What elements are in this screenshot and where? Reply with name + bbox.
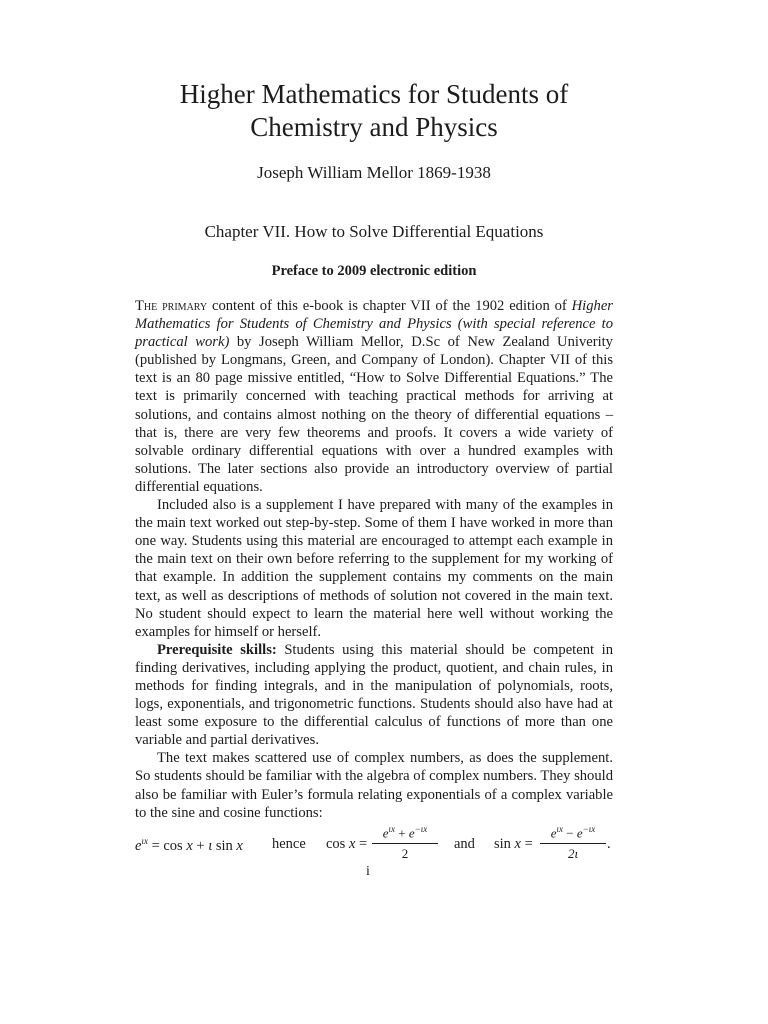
paragraph-2: Included also is a supplement I have prepared with many of the examples in the main text worked out step-by-step. Some of them I have worked in more than one way. Students using this material are encouraged to attempt each example in the main text on their own before referring to the supplement for my working of that example. In addition the supplement contains my comments on the main text, as well as descriptions of methods of solution not covered in the main text. No student should expect to learn the material here well without working the examples for himself or herself.	[135, 497, 613, 640]
paragraph-1	[135, 297, 613, 496]
euler-equation	[135, 824, 613, 866]
cos-numerator: $e^{\iota x} + e^{-\iota x}$	[372, 824, 438, 844]
hence-word: hence	[272, 836, 306, 852]
paragraph-1-text-a: content of this e-book is chapter VII of the 1902 edition of	[207, 298, 572, 314]
chapter-heading: Chapter VII. How to Solve Differential Equations	[204, 222, 544, 241]
book-title-italic: Higher Mathematics for Students of Chemistry and Physics (with special reference to practical work)	[135, 298, 613, 351]
prerequisite-label: Prerequisite skills:	[157, 641, 277, 658]
book-title-line-2: Chemistry and Physics	[250, 112, 498, 142]
book-title	[0, 78, 748, 144]
sin-numerator: $e^{\iota x} - e^{-\iota x}$	[540, 824, 606, 844]
paragraph-3	[135, 641, 613, 750]
author-line: Joseph William Mellor 1869-1938	[257, 163, 491, 182]
paragraph-4: The text makes scattered use of complex numbers, as does the supplement. So students should be familiar with the algebra of complex numbers. They should also be familiar with Euler’s formula relating exponentials of a complex variable to the sine and cosine functions:	[135, 750, 613, 821]
book-title-line-1: Higher Mathematics for Students of	[179, 79, 569, 109]
preface-body	[135, 297, 613, 822]
paragraph-3-text: Students using this material should be competent in finding derivatives, including applying the product, quotient, and chain rules, in methods for finding integrals, and in the manipulation of polynomials, roots, logs, exponentials, and trigonometric functions. Students should also have had at least some exposure to the differential calculus of functions of more than one variable and partial derivatives.	[135, 641, 613, 749]
preface-heading: Preface to 2009 electronic edition	[271, 263, 477, 279]
cos-denominator: 2	[401, 846, 409, 862]
lead-smallcaps: The primary	[135, 298, 208, 314]
cos-lhs: cos x =	[326, 836, 368, 852]
sin-fraction	[540, 824, 606, 862]
euler-formula: $e^{\iota x} = \cos x + \iota$ sin x	[135, 836, 243, 854]
page-number: i	[366, 864, 370, 879]
sin-denominator: 2ι	[567, 846, 579, 862]
and-word: and	[454, 836, 475, 852]
cos-fraction	[372, 824, 438, 862]
paragraph-1-text-b: by Joseph William Mellor, D.Sc of New Zealand Univerity (published by Longmans, Green, and Company of London). Chapter VII of this text is an 80 page missive entitled, “How to Solve Differential Equations.” The text is primarily concerned with teaching practical methods for arriving at solutions, and contains almost nothing on the theory of differential equations – that is, there are very few theorems and proofs. It covers a wide variety of solvable ordinary differential equations with over a hundred examples with solutions. The later sections also provide an introductory overview of partial differential equations.	[135, 334, 613, 495]
equation-period: .	[607, 836, 611, 852]
sin-lhs: sin x =	[494, 836, 533, 852]
